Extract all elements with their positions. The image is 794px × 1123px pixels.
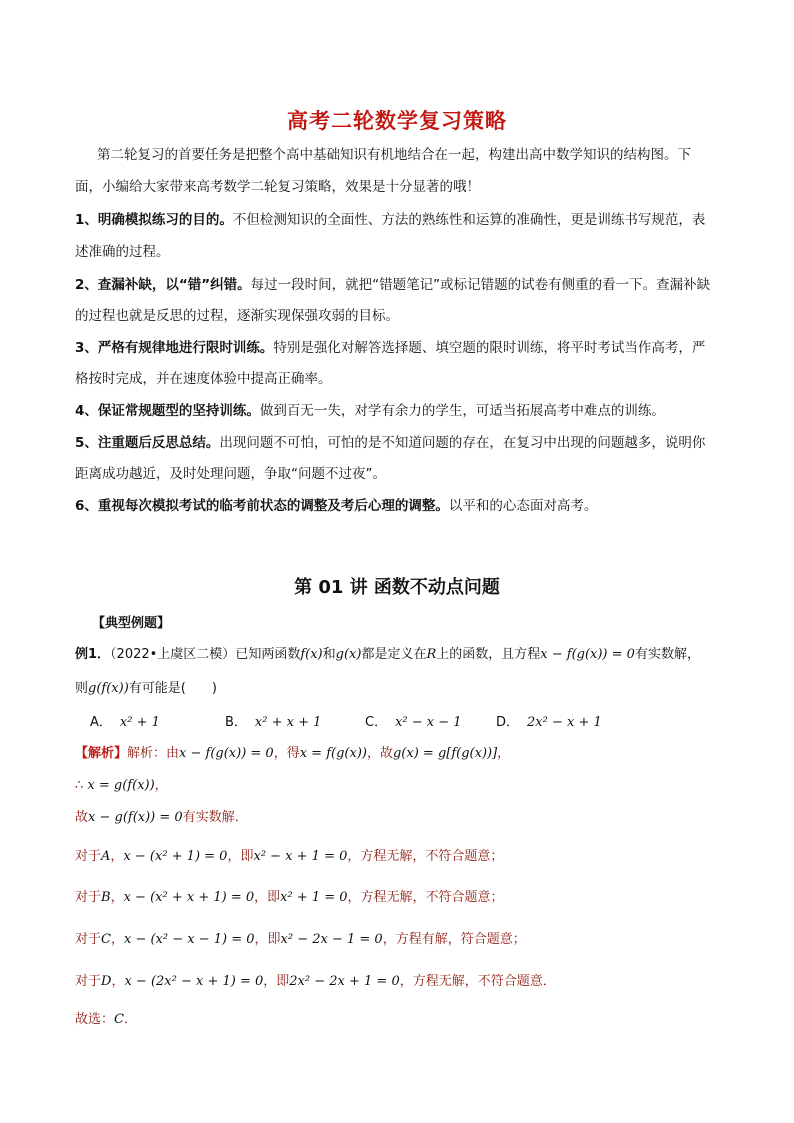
solution-case-b <box>75 886 504 905</box>
case-text: 对于 <box>75 849 102 864</box>
option-b[interactable] <box>225 711 321 730</box>
page-title: 高考二轮数学复习策略 <box>287 109 507 133</box>
case-text: ， <box>110 890 124 905</box>
math-gfx: g(f(x)) <box>88 681 129 696</box>
solution-text: ，故 <box>366 746 393 761</box>
strategy-1-line-1 <box>75 211 705 230</box>
strategy-4-text: 做到百无一失，对学有余力的学生，可适当拓展高考中难点的训练。 <box>259 403 665 419</box>
case-text: ，即 <box>254 890 281 905</box>
option-letter: C． <box>365 715 388 730</box>
case-text: 对于 <box>75 932 102 947</box>
strategy-6-line-1 <box>75 497 597 516</box>
math-equation: x² − x + 1 = 0 <box>253 849 348 864</box>
option-letter: B． <box>225 715 247 730</box>
option-letter: A． <box>90 715 112 730</box>
example-source: （2022•上虞区二模） <box>110 647 236 662</box>
strategy-1-lead: 1、明确模拟练习的目的。 <box>75 212 233 228</box>
strategy-5-lead: 5、注重题后反思总结。 <box>75 435 220 451</box>
example-text: 已知两函数 <box>235 647 301 662</box>
strategy-5-line-1 <box>75 434 705 453</box>
case-text: ，方程无解，不符合题意． <box>399 974 556 989</box>
solution-case-d <box>75 970 556 989</box>
math-equation: x − g(f(x)) = 0 <box>88 810 183 825</box>
example-text: 有可能是( ) <box>128 681 217 696</box>
strategy-5-line-2: 距离成功越近，及时处理问题，争取“问题不过夜”。 <box>75 466 386 482</box>
case-name: B <box>101 890 111 905</box>
answer-text: ． <box>123 1012 137 1027</box>
case-text: ， <box>110 849 124 864</box>
math-equation: x − (2x² − x + 1) = 0 <box>124 974 264 989</box>
option-expr: x² + x + 1 <box>254 715 322 730</box>
answer-label: 故选： <box>75 1012 115 1027</box>
case-text: ，即 <box>254 932 281 947</box>
solution-label: 【解析】 <box>75 746 128 761</box>
strategy-3-line-2: 格按时完成，并在速度体验中提高正确率。 <box>75 371 332 387</box>
strategy-2-line-1 <box>75 276 710 295</box>
lecture-title: 第 01 讲 函数不动点问题 <box>294 577 500 598</box>
answer-value: C <box>114 1012 124 1027</box>
strategy-4-line-1 <box>75 402 665 421</box>
solution-line-2 <box>75 774 168 793</box>
math-equation: x − (x² + 1) = 0 <box>123 849 228 864</box>
case-text: 对于 <box>75 890 102 905</box>
case-text: ，即 <box>227 849 254 864</box>
strategy-6-lead: 6、重视每次模拟考试的临考前状态的调整及考后心理的调整。 <box>75 498 449 514</box>
intro-line-1: 第二轮复习的首要任务是把整个高中基础知识有机地结合在一起，构建出高中数学知识的结构图。下 <box>97 147 691 163</box>
example-text: 有实数解， <box>634 647 700 662</box>
math-gx: g(x) <box>335 647 362 662</box>
case-name: C <box>101 932 111 947</box>
math-fx: f(x) <box>300 647 323 662</box>
example-label: 例1． <box>75 647 111 662</box>
math-equation: x² + 1 = 0 <box>280 890 348 905</box>
math-equation: 2x² − 2x + 1 = 0 <box>289 974 400 989</box>
example-1-line-2 <box>75 677 217 696</box>
case-name: A <box>101 849 111 864</box>
option-letter: D． <box>496 715 520 730</box>
math-equation: x − f(g(x)) = 0 <box>179 746 274 761</box>
solution-text: 故 <box>75 810 89 825</box>
option-expr: x² − x − 1 <box>395 715 462 730</box>
case-text: ， <box>110 932 124 947</box>
option-a[interactable] <box>90 711 160 730</box>
strategy-6-text: 以平和的心态面对高考。 <box>448 498 598 514</box>
math-equation: x = g(f(x)) <box>87 778 155 793</box>
option-c[interactable] <box>365 711 462 730</box>
strategy-3-lead: 3、严格有规律地进行限时训练。 <box>75 340 274 356</box>
strategy-2-text: 每过一段时间，就把“错题笔记”或标记错题的试卷有侧重的看一下。查漏补缺 <box>250 277 711 293</box>
solution-line-1 <box>75 742 510 761</box>
solution-text: 有实数解． <box>182 810 248 825</box>
strategy-2-lead: 2、查漏补缺，以“错”纠错。 <box>75 277 251 293</box>
solution-case-a <box>75 845 503 864</box>
math-r: R <box>426 647 437 662</box>
option-expr: x² + 1 <box>119 715 160 730</box>
math-equation: x − (x² + x + 1) = 0 <box>123 890 255 905</box>
option-expr: 2x² − x + 1 <box>527 715 602 730</box>
option-d[interactable] <box>496 711 602 730</box>
case-text: ，方程有解，符合题意； <box>382 932 526 947</box>
solution-text: ， <box>154 778 168 793</box>
case-text: 对于 <box>75 974 102 989</box>
strategy-5-text: 出现问题不可怕，可怕的是不知道问题的存在，在复习中出现的问题越多，说明你 <box>219 435 706 451</box>
math-equation: g(x) = g[f(g(x))] <box>392 746 498 761</box>
strategy-3-line-1 <box>75 339 705 358</box>
example-text: 则 <box>75 681 89 696</box>
strategy-1-text: 不但检测知识的全面性、方法的熟练性和运算的准确性，更是训练书写规范，表 <box>232 212 706 228</box>
solution-text: 解析：由 <box>127 746 180 761</box>
intro-line-2: 面，小编给大家带来高考数学二轮复习策略，效果是十分显著的哦！ <box>75 179 480 195</box>
math-equation: x = f(g(x)) <box>299 746 367 761</box>
example-text: 上的函数，且方程 <box>436 647 541 662</box>
example-1-line-1 <box>75 643 700 662</box>
strategy-1-line-2: 述准确的过程。 <box>75 244 170 260</box>
math-equation: x² − 2x − 1 = 0 <box>280 932 383 947</box>
math-equation: x − f(g(x)) = 0 <box>540 647 635 662</box>
therefore-symbol: ∴ <box>75 778 84 793</box>
math-equation: x − (x² − x − 1) = 0 <box>123 932 255 947</box>
solution-answer <box>75 1008 137 1027</box>
section-heading: 【典型例题】 <box>92 616 171 631</box>
solution-text: ， <box>497 746 511 761</box>
strategy-4-lead: 4、保证常规题型的坚持训练。 <box>75 403 260 419</box>
example-text: 和 <box>322 647 336 662</box>
case-text: ，方程无解，不符合题意； <box>347 849 504 864</box>
case-text: ， <box>111 974 125 989</box>
solution-line-3 <box>75 806 248 825</box>
case-text: ，即 <box>263 974 290 989</box>
case-name: D <box>101 974 112 989</box>
solution-case-c <box>75 928 526 947</box>
strategy-2-line-2: 的过程也就是反思的过程，逐渐实现保强攻弱的目标。 <box>75 308 399 324</box>
case-text: ，方程无解，不符合题意； <box>347 890 504 905</box>
strategy-3-text: 特别是强化对解答选择题、填空题的限时训练，将平时考试当作高考，严 <box>273 340 706 356</box>
solution-text: ，得 <box>273 746 300 761</box>
example-text: 都是定义在 <box>361 647 427 662</box>
